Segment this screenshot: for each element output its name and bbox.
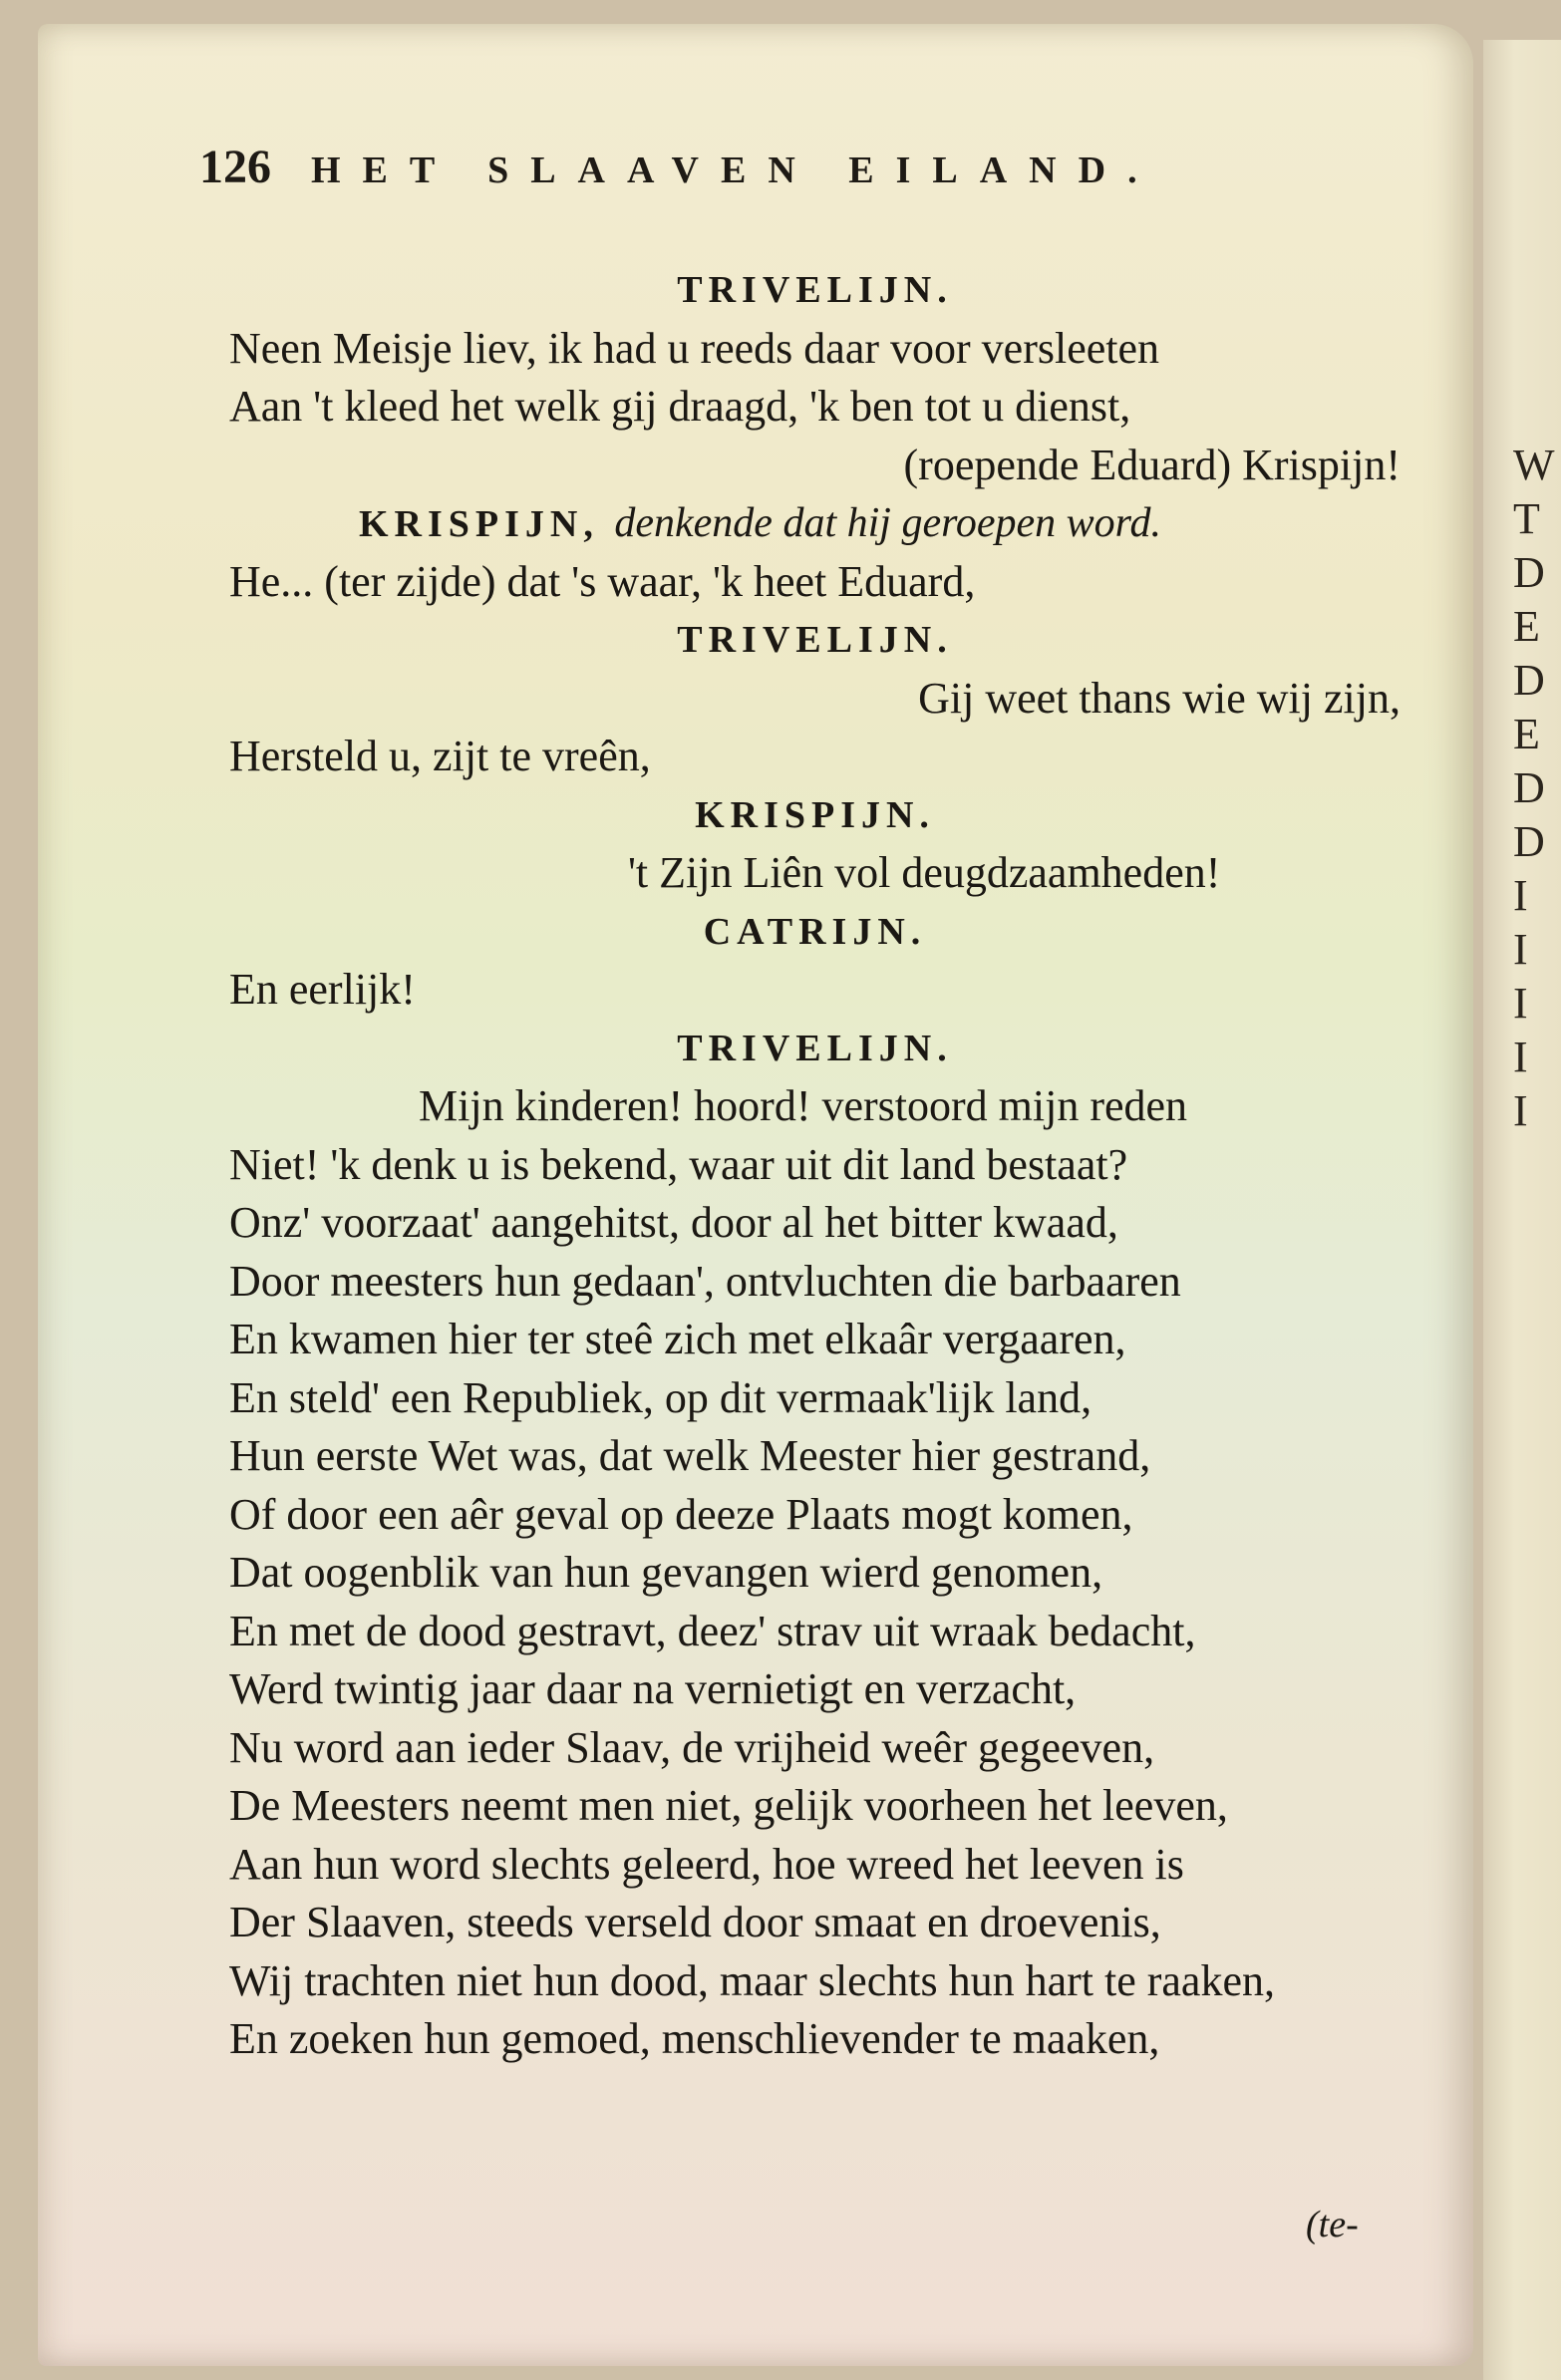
catchword: (te-: [1306, 2204, 1359, 2245]
running-title: HET SLAAVEN EILAND.: [311, 149, 1159, 191]
verse-line: Dat oogenblik van hun gevangen wierd genomen,: [229, 1548, 1103, 1597]
speaker-name: CATRIJN.: [703, 910, 927, 953]
adjacent-page-letter: E: [1513, 710, 1540, 758]
verse-line: Hersteld u, zijt te vreên,: [229, 732, 651, 780]
adjacent-page-letter: I: [1513, 871, 1528, 920]
adjacent-page-letters: [1483, 439, 1555, 1138]
verse-line: Wij trachten niet hun dood, maar slechts hun hart te raaken,: [229, 1955, 1275, 2005]
verse-line: Werd twintig jaar daar na vernietigt en verzacht,: [229, 1664, 1077, 1713]
adjacent-page-letter: D: [1513, 763, 1545, 812]
verse-line: Neen Meisje liev, ik had u reeds daar voor versleeten: [229, 323, 1160, 373]
adjacent-page-letter: I: [1513, 979, 1528, 1028]
page-header: [199, 140, 1376, 194]
verse-line: Gij weet thans wie wij zijn,: [918, 673, 1401, 723]
adjacent-page-edge: [1483, 40, 1561, 2380]
adjacent-page-letter: I: [1513, 925, 1528, 974]
speaker-name: TRIVELIJN.: [677, 1027, 953, 1069]
verse-line: Aan hun word slechts geleerd, hoe wreed het leeven is: [229, 1839, 1184, 1889]
verse-line: (roepende Eduard) Krispijn!: [903, 440, 1401, 489]
adjacent-page-letter: D: [1513, 656, 1545, 705]
adjacent-page-letter: T: [1513, 494, 1540, 543]
speaker-name: TRIVELIJN.: [677, 269, 953, 311]
verse-line: En met de dood gestravt, deez' strav uit wraak bedacht,: [229, 1606, 1196, 1655]
verse-line: 't Zijn Liên vol deugdzaamheden!: [628, 848, 1221, 897]
page-number: 126: [199, 141, 271, 193]
verse-line: Onz' voorzaat' aangehitst, door al het bitter kwaad,: [229, 1198, 1118, 1247]
verse-line: Mijn kinderen! hoord! verstoord mijn reden: [419, 1081, 1188, 1130]
verse-line: Door meesters hun gedaan', ontvluchten die barbaaren: [229, 1256, 1181, 1306]
adjacent-page-letter: W: [1513, 441, 1555, 489]
stage-direction: denkende dat hij geroepen word.: [614, 500, 1161, 546]
verse-line: Aan 't kleed het welk gij draagd, 'k ben tot u dienst,: [229, 382, 1131, 431]
verse-line: Nu word aan ieder Slaav, de vrijheid weêr gegeeven,: [229, 1722, 1155, 1772]
adjacent-page-letter: D: [1513, 817, 1545, 866]
speaker-name: TRIVELIJN.: [677, 619, 953, 661]
verse-line: En kwamen hier ter steê zich met elkaâr vergaaren,: [229, 1315, 1126, 1363]
adjacent-page-letter: I: [1513, 1086, 1528, 1135]
speaker-with-direction: [229, 494, 1401, 553]
speaker-name: KRISPIJN.: [695, 793, 935, 836]
verse-text: [229, 261, 1401, 2069]
verse-line: En steld' een Republiek, op dit vermaak'lijk land,: [229, 1372, 1093, 1422]
verse-line: Of door een aêr geval op deeze Plaats mogt komen,: [229, 1489, 1133, 1539]
verse-line: Der Slaaven, steeds verseld door smaat en droevenis,: [229, 1898, 1161, 1946]
verse-line: De Meesters neemt men niet, gelijk voorheen het leeven,: [229, 1781, 1228, 1830]
verse-line: He... (ter zijde) dat 's waar, 'k heet Eduard,: [229, 556, 976, 606]
adjacent-page-letter: I: [1513, 1033, 1528, 1081]
adjacent-page-letter: D: [1513, 548, 1545, 597]
speaker-name: KRISPIJN,: [359, 503, 599, 545]
verse-line: Hun eerste Wet was, dat welk Meester hier gestrand,: [229, 1431, 1151, 1480]
verse-line: En zoeken hun gemoed, menschlievender te maaken,: [229, 2014, 1160, 2063]
adjacent-page-letter: E: [1513, 602, 1540, 651]
verse-line: En eerlijk!: [229, 965, 416, 1014]
verse-line: Niet! 'k denk u is bekend, waar uit dit land bestaat?: [229, 1139, 1128, 1189]
